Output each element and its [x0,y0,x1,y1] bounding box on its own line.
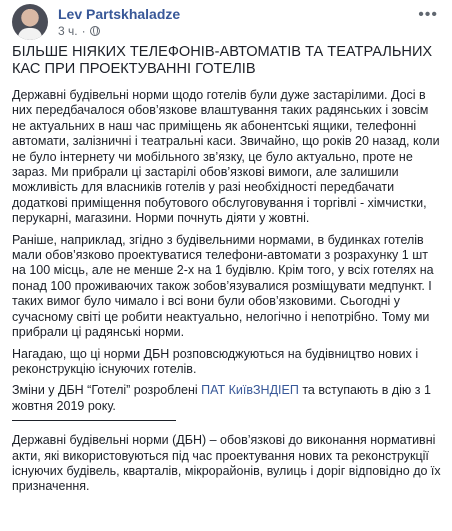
post-body [12,44,442,501]
paragraph: Раніше, наприклад, згідно з будівельними нормами, в будинках готелів мали обов’язково проектуватися телефони-автомати з розрахунку 1 шт на 100 місць, але не менше 2-х на 1 будівлю. Крім того, у всіх готелях на понад 100 проживаючих також зобов’язувалися розміщувати медпункт. І таких вимог було чимало і всі вони були обов’язковими. Сьогодні у сучасному світі це робити неактуально, нелогічно і непотрібно. Тому ми прибрали ці радянські норми. [12,232,434,340]
dot-separator: · [81,24,86,38]
footnote: Державні будівельні норми (ДБН) – обов’язкові до виконання нормативні акти, які використовуються під час проектування нових та реконструкції існуючих будівель, кварталів, мікрорайонів, вулиць і доріг відповідно до їх призначення. [12,433,441,494]
changes-prefix: Зміни у ДБН “Готелі” розроблені [12,383,202,398]
post-title: БІЛЬШЕ НІЯКИХ ТЕЛЕФОНІВ-АВТОМАТІВ ТА ТЕАТРАЛЬНИХ КАС ПРИ ПРОЕКТУВАННІ ГОТЕЛІВ [12,44,433,77]
paragraph: Нагадаю, що ці норми ДБН розповсюджуються на будівництво нових і реконструкцію існуючих готелів. [12,346,419,376]
post-meta [58,24,100,38]
changes-suffix: та вступають в дію з 1 жовтня 2019 року. [12,383,431,413]
avatar[interactable] [12,4,48,40]
author-name[interactable]: Lev Partskhaladze [58,6,181,22]
post-time[interactable]: 3 ч. [58,24,78,38]
globe-icon[interactable] [90,26,100,36]
changes-paragraph [12,383,442,414]
divider [12,420,176,421]
organization-link[interactable]: ПАТ КиївЗНДІЕП [201,383,299,398]
paragraph: Державні будівельні норми щодо готелів були дуже застарілими. Досі в них передбачалося обов’язкове влаштування таких радянських і зовсім не актуальних в наш час приміщень як абонентські ящики, телефонні автомати, залізничні і театральні каси. Звичайно, що років 20 назад, коли не було інтернету чи мобільного зв’язку, це було актуально, проте не зараз. Ми прибрали ці застарілі обов’язкові вимоги, але залишили можливість для власників готелів у разі необхідності передбачати додаткові приміщення побутового обслуговування і торгівлі - хімчистки, перукарні, магазини. Норми почнуть діяти у жовтні. [12,88,440,226]
avatar-figure [18,28,42,40]
more-options-icon[interactable]: ••• [418,6,438,23]
